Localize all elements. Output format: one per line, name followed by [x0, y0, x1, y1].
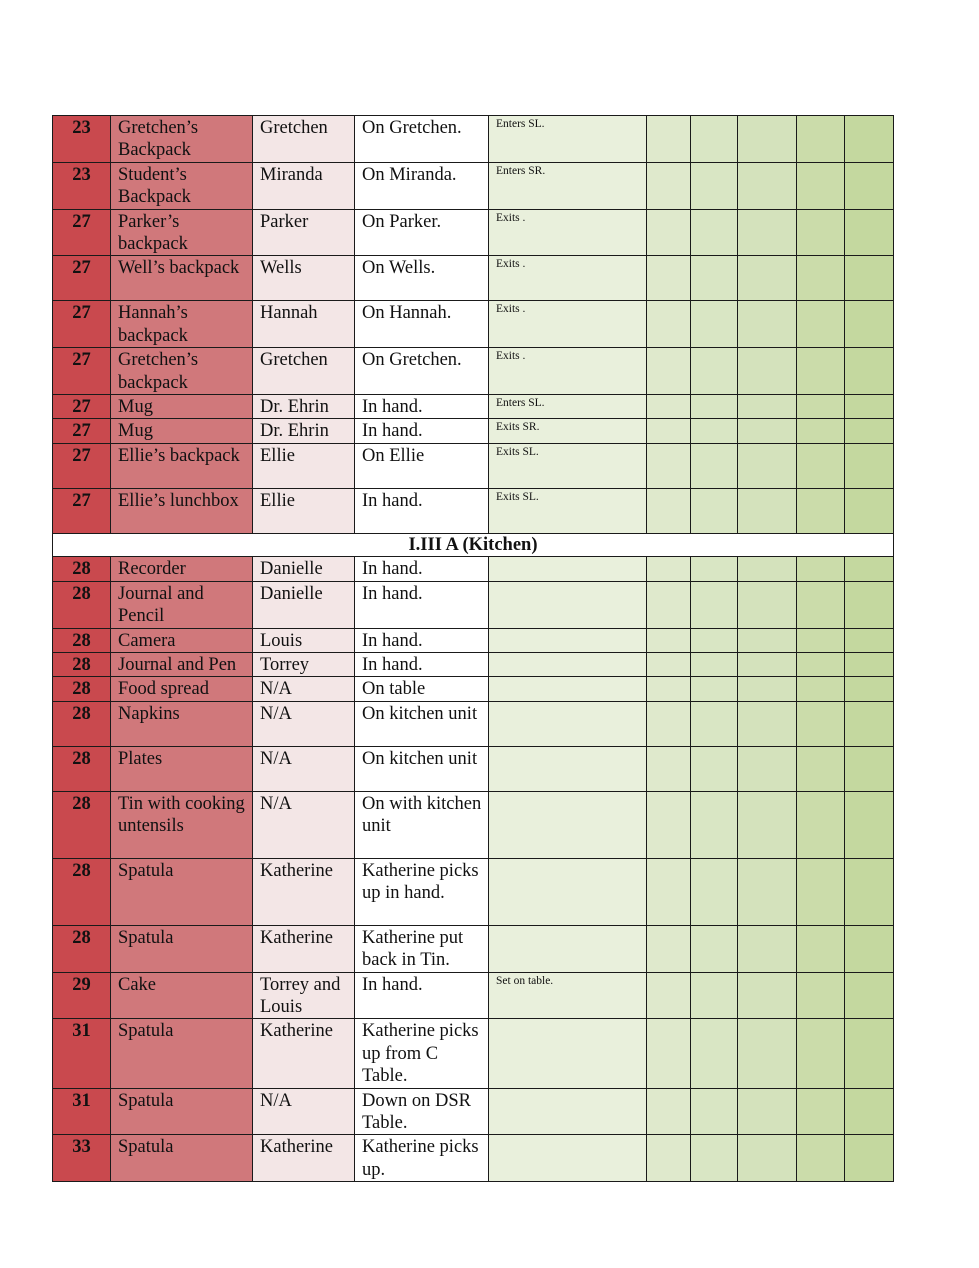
location-cell: In hand. [355, 652, 489, 676]
check-cell [647, 628, 691, 652]
check-cell [647, 1019, 691, 1088]
character-cell: N/A [253, 701, 355, 746]
cue-note-cell: Exits SR. [489, 419, 647, 443]
check-cell [738, 488, 797, 533]
check-cell [691, 701, 738, 746]
location-cell: On Gretchen. [355, 116, 489, 163]
cue-note-cell [489, 1019, 647, 1088]
table-row [53, 701, 894, 746]
check-cell [647, 488, 691, 533]
table-row [53, 925, 894, 972]
character-cell: Parker [253, 209, 355, 256]
cue-note-cell [489, 628, 647, 652]
location-cell: In hand. [355, 581, 489, 628]
check-cell [738, 557, 797, 581]
check-cell [797, 557, 845, 581]
check-cell [797, 116, 845, 163]
character-cell: Wells [253, 256, 355, 301]
prop-item-cell: Cake [111, 972, 253, 1019]
page-number-cell: 28 [53, 557, 111, 581]
cue-note-cell [489, 677, 647, 701]
check-cell [845, 791, 894, 858]
cue-note-cell [489, 581, 647, 628]
props-table-body [53, 116, 894, 1182]
check-cell [845, 972, 894, 1019]
check-cell [738, 677, 797, 701]
prop-item-cell: Mug [111, 419, 253, 443]
prop-item-cell: Journal and Pencil [111, 581, 253, 628]
prop-item-cell: Journal and Pen [111, 652, 253, 676]
check-cell [797, 256, 845, 301]
table-row [53, 162, 894, 209]
check-cell [845, 419, 894, 443]
table-row [53, 1135, 894, 1182]
table-row [53, 746, 894, 791]
prop-item-cell: Parker’s backpack [111, 209, 253, 256]
character-cell: Dr. Ehrin [253, 395, 355, 419]
prop-item-cell: Napkins [111, 701, 253, 746]
cue-note-cell: Exits . [489, 209, 647, 256]
character-cell: N/A [253, 677, 355, 701]
check-cell [738, 419, 797, 443]
check-cell [738, 162, 797, 209]
location-cell: Katherine picks up from C Table. [355, 1019, 489, 1088]
table-row [53, 395, 894, 419]
check-cell [691, 746, 738, 791]
check-cell [691, 1135, 738, 1182]
check-cell [738, 1088, 797, 1135]
prop-item-cell: Gretchen’s Backpack [111, 116, 253, 163]
check-cell [647, 972, 691, 1019]
check-cell [797, 652, 845, 676]
page-number-cell: 27 [53, 419, 111, 443]
check-cell [797, 1135, 845, 1182]
page-number-cell: 31 [53, 1088, 111, 1135]
check-cell [738, 256, 797, 301]
character-cell: Torrey [253, 652, 355, 676]
table-row [53, 628, 894, 652]
check-cell [797, 209, 845, 256]
prop-item-cell: Spatula [111, 858, 253, 925]
table-row [53, 116, 894, 163]
check-cell [738, 443, 797, 488]
character-cell: Katherine [253, 925, 355, 972]
check-cell [797, 581, 845, 628]
location-cell: On with kitchen unit [355, 791, 489, 858]
check-cell [845, 301, 894, 348]
check-cell [738, 209, 797, 256]
character-cell: Katherine [253, 858, 355, 925]
scene-heading: I.III A (Kitchen) [53, 533, 894, 556]
cue-note-cell [489, 701, 647, 746]
check-cell [845, 746, 894, 791]
table-row [53, 557, 894, 581]
page-number-cell: 27 [53, 488, 111, 533]
check-cell [691, 395, 738, 419]
check-cell [691, 858, 738, 925]
check-cell [845, 443, 894, 488]
check-cell [691, 419, 738, 443]
character-cell: Dr. Ehrin [253, 419, 355, 443]
cue-note-cell [489, 557, 647, 581]
check-cell [797, 677, 845, 701]
page-number-cell: 28 [53, 791, 111, 858]
check-cell [647, 443, 691, 488]
check-cell [797, 1088, 845, 1135]
check-cell [647, 652, 691, 676]
cue-note-cell: Exits . [489, 256, 647, 301]
location-cell: In hand. [355, 557, 489, 581]
check-cell [845, 162, 894, 209]
check-cell [797, 791, 845, 858]
table-row [53, 301, 894, 348]
character-cell: Danielle [253, 557, 355, 581]
cue-note-cell: Exits SL. [489, 488, 647, 533]
cue-note-cell [489, 925, 647, 972]
check-cell [691, 162, 738, 209]
check-cell [797, 1019, 845, 1088]
location-cell: In hand. [355, 419, 489, 443]
cue-note-cell [489, 1088, 647, 1135]
location-cell: Down on DSR Table. [355, 1088, 489, 1135]
character-cell: Ellie [253, 488, 355, 533]
cue-note-cell: Exits . [489, 301, 647, 348]
check-cell [797, 162, 845, 209]
location-cell: Katherine picks up. [355, 1135, 489, 1182]
check-cell [845, 395, 894, 419]
location-cell: In hand. [355, 628, 489, 652]
location-cell: In hand. [355, 395, 489, 419]
page-number-cell: 31 [53, 1019, 111, 1088]
check-cell [738, 628, 797, 652]
check-cell [845, 348, 894, 395]
check-cell [647, 581, 691, 628]
page-number-cell: 23 [53, 116, 111, 163]
page-number-cell: 33 [53, 1135, 111, 1182]
scene-heading-row [53, 533, 894, 556]
prop-item-cell: Spatula [111, 925, 253, 972]
page-number-cell: 28 [53, 858, 111, 925]
table-row [53, 1019, 894, 1088]
check-cell [797, 348, 845, 395]
check-cell [797, 972, 845, 1019]
check-cell [691, 1019, 738, 1088]
prop-item-cell: Spatula [111, 1019, 253, 1088]
check-cell [647, 746, 691, 791]
check-cell [647, 858, 691, 925]
check-cell [738, 581, 797, 628]
check-cell [797, 746, 845, 791]
check-cell [845, 557, 894, 581]
check-cell [691, 1088, 738, 1135]
check-cell [797, 858, 845, 925]
character-cell: Katherine [253, 1135, 355, 1182]
check-cell [845, 628, 894, 652]
check-cell [647, 395, 691, 419]
prop-item-cell: Student’s Backpack [111, 162, 253, 209]
check-cell [691, 301, 738, 348]
check-cell [845, 116, 894, 163]
table-row [53, 348, 894, 395]
table-row [53, 677, 894, 701]
check-cell [647, 348, 691, 395]
location-cell: Katherine picks up in hand. [355, 858, 489, 925]
prop-item-cell: Recorder [111, 557, 253, 581]
character-cell: Hannah [253, 301, 355, 348]
character-cell: Gretchen [253, 116, 355, 163]
character-cell: Katherine [253, 1019, 355, 1088]
check-cell [647, 116, 691, 163]
page-number-cell: 29 [53, 972, 111, 1019]
check-cell [738, 701, 797, 746]
location-cell: On kitchen unit [355, 701, 489, 746]
check-cell [647, 1135, 691, 1182]
check-cell [691, 443, 738, 488]
location-cell: On Gretchen. [355, 348, 489, 395]
location-cell: On Wells. [355, 256, 489, 301]
check-cell [691, 925, 738, 972]
prop-item-cell: Ellie’s backpack [111, 443, 253, 488]
check-cell [845, 677, 894, 701]
prop-item-cell: Plates [111, 746, 253, 791]
check-cell [647, 256, 691, 301]
prop-item-cell: Mug [111, 395, 253, 419]
check-cell [738, 1135, 797, 1182]
page-number-cell: 23 [53, 162, 111, 209]
cue-note-cell: Enters SR. [489, 162, 647, 209]
character-cell: Louis [253, 628, 355, 652]
character-cell: Danielle [253, 581, 355, 628]
cue-note-cell [489, 791, 647, 858]
check-cell [845, 581, 894, 628]
check-cell [845, 1135, 894, 1182]
check-cell [647, 1088, 691, 1135]
check-cell [738, 652, 797, 676]
check-cell [845, 925, 894, 972]
check-cell [691, 488, 738, 533]
cue-note-cell: Exits SL. [489, 443, 647, 488]
check-cell [845, 701, 894, 746]
prop-item-cell: Camera [111, 628, 253, 652]
check-cell [691, 972, 738, 1019]
check-cell [797, 301, 845, 348]
page-number-cell: 28 [53, 652, 111, 676]
table-row [53, 1088, 894, 1135]
table-row [53, 858, 894, 925]
table-row [53, 209, 894, 256]
check-cell [647, 419, 691, 443]
cue-note-cell: Enters SL. [489, 395, 647, 419]
character-cell: Torrey and Louis [253, 972, 355, 1019]
cue-note-cell [489, 652, 647, 676]
check-cell [647, 209, 691, 256]
table-row [53, 443, 894, 488]
page-number-cell: 28 [53, 628, 111, 652]
location-cell: On table [355, 677, 489, 701]
check-cell [797, 419, 845, 443]
character-cell: N/A [253, 746, 355, 791]
check-cell [691, 557, 738, 581]
table-row [53, 419, 894, 443]
table-row [53, 581, 894, 628]
check-cell [738, 301, 797, 348]
location-cell: On kitchen unit [355, 746, 489, 791]
check-cell [738, 1019, 797, 1088]
prop-item-cell: Ellie’s lunchbox [111, 488, 253, 533]
page-number-cell: 27 [53, 348, 111, 395]
check-cell [845, 256, 894, 301]
page-number-cell: 27 [53, 395, 111, 419]
character-cell: Miranda [253, 162, 355, 209]
check-cell [647, 925, 691, 972]
check-cell [797, 395, 845, 419]
prop-item-cell: Spatula [111, 1088, 253, 1135]
cue-note-cell: Set on table. [489, 972, 647, 1019]
check-cell [738, 858, 797, 925]
table-row [53, 488, 894, 533]
check-cell [647, 301, 691, 348]
check-cell [845, 209, 894, 256]
page-number-cell: 28 [53, 746, 111, 791]
table-row [53, 972, 894, 1019]
location-cell: In hand. [355, 972, 489, 1019]
check-cell [845, 488, 894, 533]
location-cell: On Parker. [355, 209, 489, 256]
character-cell: N/A [253, 1088, 355, 1135]
page-number-cell: 27 [53, 209, 111, 256]
check-cell [691, 581, 738, 628]
prop-item-cell: Tin with cooking untensils [111, 791, 253, 858]
character-cell: N/A [253, 791, 355, 858]
check-cell [797, 925, 845, 972]
check-cell [797, 701, 845, 746]
table-row [53, 256, 894, 301]
check-cell [647, 677, 691, 701]
check-cell [738, 116, 797, 163]
check-cell [738, 972, 797, 1019]
check-cell [691, 628, 738, 652]
page-number-cell: 28 [53, 677, 111, 701]
table-row [53, 652, 894, 676]
check-cell [797, 488, 845, 533]
check-cell [738, 395, 797, 419]
location-cell: On Hannah. [355, 301, 489, 348]
character-cell: Gretchen [253, 348, 355, 395]
cue-note-cell: Exits . [489, 348, 647, 395]
check-cell [845, 858, 894, 925]
check-cell [691, 209, 738, 256]
location-cell: On Ellie [355, 443, 489, 488]
check-cell [647, 701, 691, 746]
prop-item-cell: Well’s backpack [111, 256, 253, 301]
check-cell [738, 746, 797, 791]
prop-item-cell: Gretchen’s backpack [111, 348, 253, 395]
check-cell [647, 557, 691, 581]
page-number-cell: 28 [53, 701, 111, 746]
props-table [52, 115, 894, 1182]
cue-note-cell [489, 746, 647, 791]
table-row [53, 791, 894, 858]
check-cell [738, 925, 797, 972]
check-cell [845, 1088, 894, 1135]
cue-note-cell: Enters SL. [489, 116, 647, 163]
check-cell [845, 1019, 894, 1088]
prop-item-cell: Spatula [111, 1135, 253, 1182]
check-cell [797, 443, 845, 488]
check-cell [647, 162, 691, 209]
check-cell [691, 348, 738, 395]
cue-note-cell [489, 1135, 647, 1182]
check-cell [738, 348, 797, 395]
check-cell [691, 256, 738, 301]
check-cell [691, 116, 738, 163]
prop-item-cell: Hannah’s backpack [111, 301, 253, 348]
check-cell [691, 791, 738, 858]
page-number-cell: 28 [53, 925, 111, 972]
location-cell: Katherine put back in Tin. [355, 925, 489, 972]
check-cell [797, 628, 845, 652]
prop-item-cell: Food spread [111, 677, 253, 701]
location-cell: In hand. [355, 488, 489, 533]
check-cell [691, 652, 738, 676]
check-cell [647, 791, 691, 858]
location-cell: On Miranda. [355, 162, 489, 209]
cue-note-cell [489, 858, 647, 925]
check-cell [691, 677, 738, 701]
check-cell [845, 652, 894, 676]
page-number-cell: 27 [53, 443, 111, 488]
page-number-cell: 27 [53, 256, 111, 301]
page-number-cell: 28 [53, 581, 111, 628]
check-cell [738, 791, 797, 858]
page-number-cell: 27 [53, 301, 111, 348]
character-cell: Ellie [253, 443, 355, 488]
